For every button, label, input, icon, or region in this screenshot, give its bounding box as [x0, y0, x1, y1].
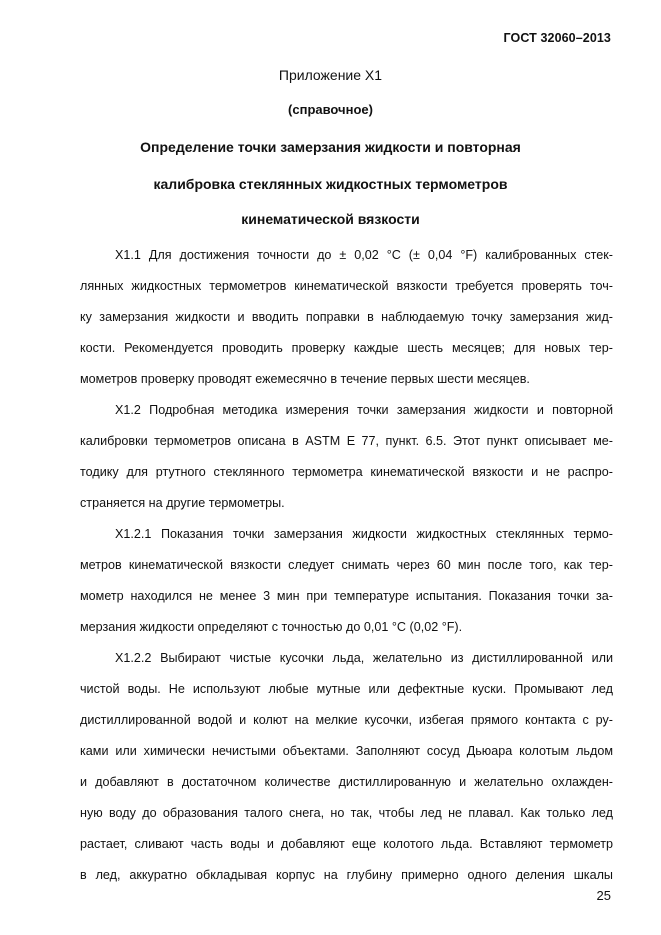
body-line: метров кинематической вязкости следует снимать через 60 мин после того, как тер-: [80, 558, 613, 572]
body-line: растает, сливают часть воды и добавляют еще колотого льда. Вставляют термометр: [80, 837, 613, 851]
appendix-heading-line-1: Определение точки замерзания жидкости и повторная: [140, 139, 521, 155]
appendix-status: (справочное): [288, 102, 373, 117]
appendix-body: [80, 240, 613, 891]
body-line: калибровки термометров описана в ASTM E 77, пункт. 6.5. Этот пункт описывает ме-: [80, 434, 613, 448]
body-line: кости. Рекомендуется проводить проверку каждые шесть месяцев; для новых тер-: [80, 341, 613, 355]
body-line: дистиллированной водой и колют на мелкие кусочки, избегая прямого контакта с ру-: [80, 713, 613, 727]
appendix-heading-line-2: калибровка стеклянных жидкостных термометров: [153, 176, 508, 192]
body-line: мерзания жидкости определяют с точностью до 0,01 °С (0,02 °F).: [80, 620, 463, 634]
page-number: 25: [596, 888, 611, 903]
body-line: в лед, аккуратно обкладывая корпус на глубину примерно одного деления шкалы: [80, 868, 613, 882]
body-line: Х1.1 Для достижения точности до ± 0,02 °С (± 0,04 °F) калиброванных стек-: [115, 248, 613, 262]
appendix-heading-line-3: кинематической вязкости: [241, 211, 420, 227]
appendix-title: Приложение Х1: [278, 67, 383, 83]
body-line: ку замерзания жидкости и вводить поправки в наблюдаемую точку замерзания жид-: [80, 310, 613, 324]
body-line: мометр находился не менее 3 мин при температуре испытания. Показания точки за-: [80, 589, 613, 603]
body-line: Х1.2 Подробная методика измерения точки замерзания жидкости и повторной: [115, 403, 613, 417]
body-line: тодику для ртутного стеклянного термометра кинематической вязкости и не распро-: [80, 465, 613, 479]
body-line: ную воду до образования талого снега, но так, чтобы лед не плавал. Как только лед: [80, 806, 613, 820]
body-line: и добавляют в достаточном количестве дистиллированную и желательно охлажден-: [80, 775, 613, 789]
body-line: Х1.2.2 Выбирают чистые кусочки льда, желательно из дистиллированной или: [115, 651, 613, 665]
body-line: страняется на другие термометры.: [80, 496, 285, 510]
body-line: мометров проверку проводят ежемесячно в течение первых шести месяцев.: [80, 372, 530, 386]
body-line: ками или химически нечистыми объектами. Заполняют сосуд Дьюара колотым льдом: [80, 744, 613, 758]
body-line: лянных жидкостных термометров кинематической вязкости требуется проверять точ-: [80, 279, 613, 293]
body-line: чистой воды. Не используют любые мутные или дефектные куски. Промывают лед: [80, 682, 613, 696]
body-line: Х1.2.1 Показания точки замерзания жидкости жидкостных стеклянных термо-: [115, 527, 613, 541]
document-code: ГОСТ 32060–2013: [503, 31, 611, 45]
